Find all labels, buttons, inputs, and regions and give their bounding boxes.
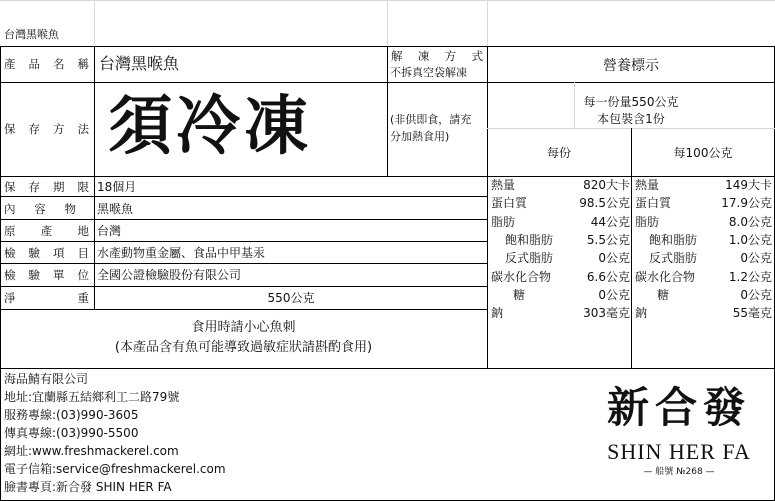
company-email: 電子信箱:service@freshmackerel.com (4, 462, 226, 476)
label-char: 淨 (4, 291, 16, 305)
nutrition-column-divider (631, 128, 632, 368)
row-divider (0, 176, 487, 177)
label-char: 產 (4, 57, 16, 71)
brand-logo (590, 384, 768, 478)
label-char: 存 (28, 122, 40, 136)
label-char: 品 (28, 57, 40, 71)
label-char: 解 (391, 49, 403, 63)
row-divider (0, 309, 487, 310)
row-divider (0, 263, 487, 264)
storage-label (4, 122, 89, 136)
row-divider (0, 196, 487, 197)
test-items-label (4, 246, 89, 260)
nutrient-name-100g: 脂肪 (635, 214, 660, 229)
nutrient-name-100g: 反式脂肪 (649, 251, 698, 266)
nutrient-name: 蛋白質 (491, 196, 528, 211)
label-char: 保 (4, 122, 16, 136)
label-char: 式 (471, 49, 483, 63)
net-weight-value: 550公克 (267, 291, 315, 305)
nutrient-per-100g: 8.0公克 (728, 214, 772, 229)
product-name-label (4, 57, 89, 71)
nutrient-per-serving: 820大卡 (583, 178, 630, 192)
company-fax-line: 傳真專線:(03)990-5500 (4, 426, 139, 440)
nutrient-name: 糖 (513, 287, 526, 302)
label-char: 單 (53, 268, 65, 282)
contents-value: 黑喉魚 (97, 202, 134, 216)
origin-value: 台灣 (97, 224, 122, 238)
nutrition-divider (487, 82, 775, 83)
shelf-life-value: 18個月 (97, 180, 137, 194)
thaw-method-label (391, 49, 483, 63)
label-char: 檢 (4, 268, 16, 282)
row-divider (0, 368, 775, 369)
label-char: 驗 (28, 268, 40, 282)
storage-note-line1: (非供即食，請充 (390, 113, 472, 126)
label-char: 項 (53, 246, 65, 260)
nutrient-per-100g: 1.2公克 (728, 269, 772, 284)
nutrition-servings: 本包裝含1份 (597, 112, 665, 126)
label-char: 限 (77, 180, 89, 194)
label-char: 凍 (417, 49, 430, 63)
logo-chinese: 新合發 (606, 383, 751, 432)
nutrient-per-serving: 303毫克 (583, 306, 630, 321)
shelf-life-label (4, 180, 89, 194)
company-name: 海品鯖有限公司 (4, 372, 89, 386)
value-column-divider (387, 46, 388, 176)
nutrition-title: 營養標示 (603, 58, 659, 74)
nutrient-per-100g: 55毫克 (732, 306, 772, 321)
nutrient-name-100g: 鈉 (635, 306, 648, 321)
test-items-value: 水產動物重金屬、食品中甲基汞 (97, 246, 266, 260)
label-char: 方 (53, 122, 65, 136)
logo-english: SHIN HER FA (607, 439, 751, 464)
label-char: 目 (77, 246, 89, 260)
label-char: 期 (53, 180, 65, 194)
origin-label (4, 224, 89, 238)
storage-note-line2: 分加熱食用) (390, 130, 450, 143)
nutrient-per-serving: 6.6公克 (586, 269, 630, 284)
nutrient-per-serving: 44公克 (590, 214, 630, 229)
nutrient-name: 飽和脂肪 (505, 232, 554, 247)
nutrient-name: 碳水化合物 (491, 269, 552, 284)
test-unit-value: 全國公證檢驗股份有限公司 (97, 268, 242, 282)
company-service-line: 服務專線:(03)990-3605 (4, 408, 139, 422)
nutrient-per-100g: 149大卡 (725, 178, 772, 192)
label-char: 內 (4, 202, 16, 216)
nutrient-name: 脂肪 (491, 214, 516, 229)
logo-sub: — 船號 №268 — (643, 467, 715, 477)
nutrition-divider (487, 176, 775, 177)
row-divider (0, 219, 487, 220)
nutrition-col-per-100g: 每100公克 (673, 146, 733, 160)
net-weight-label (4, 291, 89, 305)
contents-label (4, 202, 76, 216)
test-unit-label (4, 268, 89, 282)
nutrient-name-100g: 熱量 (635, 178, 660, 192)
nutrient-per-100g: 0公克 (740, 251, 772, 266)
caption-divider (94, 0, 95, 46)
label-char: 容 (34, 202, 46, 216)
label-char: 稱 (77, 57, 89, 71)
row-divider (0, 286, 487, 287)
caption-divider (487, 0, 488, 46)
nutrient-name: 反式脂肪 (505, 251, 554, 266)
nutrient-name-100g: 碳水化合物 (635, 269, 696, 284)
row-divider (0, 82, 487, 83)
row-divider (0, 241, 487, 242)
nutrient-per-100g: 1.0公克 (728, 232, 772, 247)
warning-line1: 食用時請小心魚刺 (191, 320, 296, 335)
label-char: 保 (4, 180, 16, 194)
label-char: 物 (64, 202, 76, 216)
nutrition-col-per-serving: 每份 (546, 146, 571, 160)
nutrient-name-100g: 蛋白質 (635, 196, 672, 211)
label-char: 驗 (28, 246, 40, 260)
label-char: 位 (77, 268, 89, 282)
nutrient-per-100g: 17.9公克 (721, 196, 772, 211)
label-column-divider (94, 46, 95, 309)
nutrient-name: 鈉 (491, 306, 504, 321)
label-char: 原 (4, 224, 16, 238)
storage-big-value: 須冷凍 (108, 89, 312, 164)
company-facebook: 臉書專頁:新合發 SHIN HER FA (4, 480, 172, 494)
nutrient-name-100g: 飽和脂肪 (649, 232, 698, 247)
label-char: 產 (40, 224, 53, 238)
nutrient-per-serving: 0公克 (598, 287, 630, 302)
caption-text: 台灣黑喉魚 (4, 28, 59, 41)
nutrient-per-serving: 5.5公克 (586, 232, 630, 247)
product-name-value: 台灣黑喉魚 (99, 54, 180, 73)
label-char: 存 (28, 180, 40, 194)
label-char: 方 (444, 49, 457, 63)
nutrition-serving-size: 每一份量550公克 (583, 95, 679, 109)
label-char: 地 (77, 224, 89, 238)
nutrient-per-serving: 0公克 (598, 251, 630, 266)
label-char: 法 (77, 122, 89, 136)
nutrient-per-100g: 0公克 (740, 287, 772, 302)
thaw-method-value: 不拆真空袋解凍 (390, 66, 467, 79)
company-address: 地址:宜蘭縣五結鄉利工二路79號 (4, 390, 180, 404)
warning-line2: (本產品含有魚可能導致過敏症狀請斟酌食用) (114, 340, 373, 355)
label-char: 重 (77, 291, 89, 305)
company-website: 網址:www.freshmackerel.com (4, 444, 179, 458)
nutrient-name: 熱量 (491, 178, 516, 192)
label-char: 名 (53, 57, 65, 71)
table-left-border (0, 46, 1, 501)
caption-divider (387, 0, 388, 46)
nutrient-name-100g: 糖 (657, 287, 670, 302)
label-char: 檢 (4, 246, 16, 260)
nutrient-per-serving: 98.5公克 (579, 196, 630, 211)
